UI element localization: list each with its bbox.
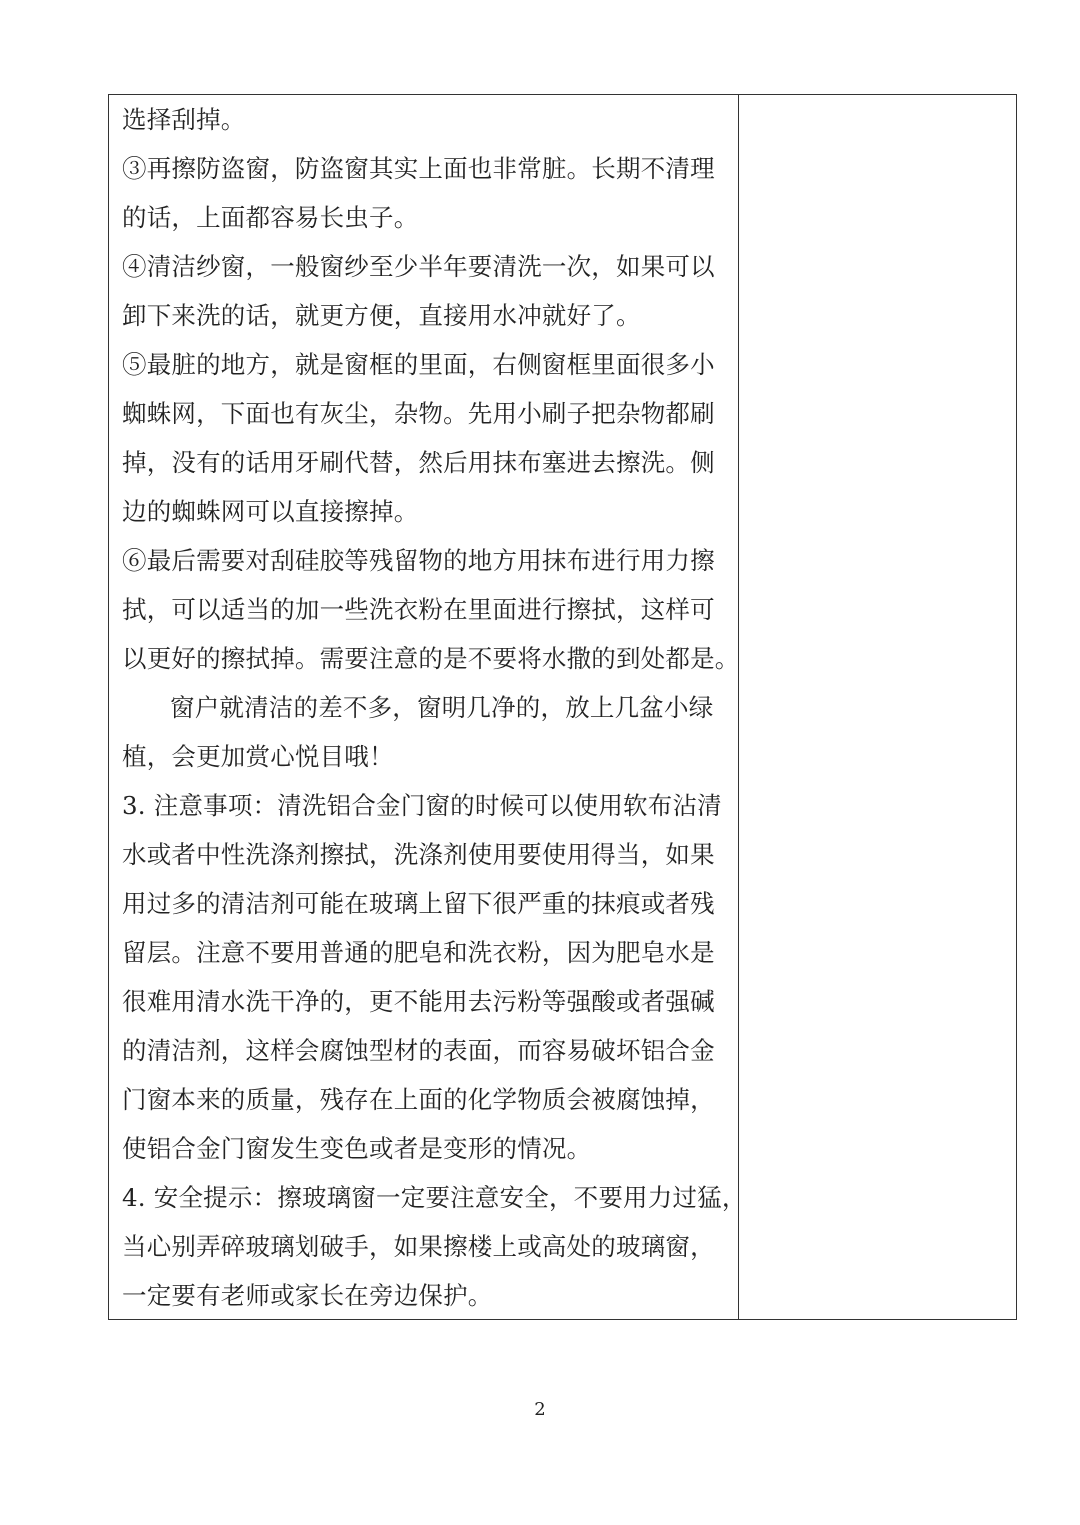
text-line: 植，会更加赏心悦目哦！ (122, 742, 394, 771)
text-line: 蜘蛛网，下面也有灰尘，杂物。先用小刷子把杂物都刷 (122, 399, 715, 428)
text-line: 一定要有老师或家长在旁边保护。 (122, 1281, 493, 1310)
text-line: 以更好的擦拭掉。需要注意的是不要将水撒的到处都是。 (122, 644, 740, 673)
text-line: 用过多的清洁剂可能在玻璃上留下很严重的抹痕或者残 (122, 889, 715, 918)
text-line: 窗户就清洁的差不多，窗明几净的，放上几盆小绿 (170, 693, 714, 722)
text-line: 选择刮掉。 (122, 105, 246, 134)
text-line: 使铝合金门窗发生变色或者是变形的情况。 (122, 1134, 592, 1163)
text-line: 留层。注意不要用普通的肥皂和洗衣粉，因为肥皂水是 (122, 938, 715, 967)
text-line: ④清洁纱窗，一般窗纱至少半年要清洗一次，如果可以 (122, 252, 715, 281)
text-line: 边的蜘蛛网可以直接擦掉。 (122, 497, 419, 526)
text-line: 掉，没有的话用牙刷代替，然后用抹布塞进去擦洗。侧 (122, 448, 715, 477)
text-line: 的话，上面都容易长虫子。 (122, 203, 419, 232)
text-line: ⑤最脏的地方，就是窗框的里面，右侧窗框里面很多小 (122, 350, 715, 379)
content-table (108, 94, 1017, 1320)
text-line: 拭，可以适当的加一些洗衣粉在里面进行擦拭，这样可 (122, 595, 715, 624)
text-line: 4. 安全提示：擦玻璃窗一定要注意安全，不要用力过猛， (122, 1183, 747, 1212)
text-line: 的清洁剂，这样会腐蚀型材的表面，而容易破坏铝合金 (122, 1036, 715, 1065)
text-line: 水或者中性洗涤剂擦拭，洗涤剂使用要使用得当，如果 (122, 840, 715, 869)
text-line: 卸下来洗的话，就更方便，直接用水冲就好了。 (122, 301, 641, 330)
table-cell-text (109, 95, 747, 1319)
text-line: 3. 注意事项：清洗铝合金门窗的时候可以使用软布沾清 (122, 791, 722, 820)
text-line: 当心别弄碎玻璃划破手，如果擦楼上或高处的玻璃窗， (122, 1232, 715, 1261)
text-line: ⑥最后需要对刮硅胶等残留物的地方用抹布进行用力擦 (122, 546, 715, 575)
text-line: ③再擦防盗窗，防盗窗其实上面也非常脏。长期不清理 (122, 154, 715, 183)
table-cell-empty (739, 95, 1016, 1319)
text-line: 门窗本来的质量，残存在上面的化学物质会被腐蚀掉， (122, 1085, 715, 1114)
text-line: 很难用清水洗干净的，更不能用去污粉等强酸或者强碱 (122, 987, 715, 1016)
page-number: 2 (534, 1399, 546, 1420)
